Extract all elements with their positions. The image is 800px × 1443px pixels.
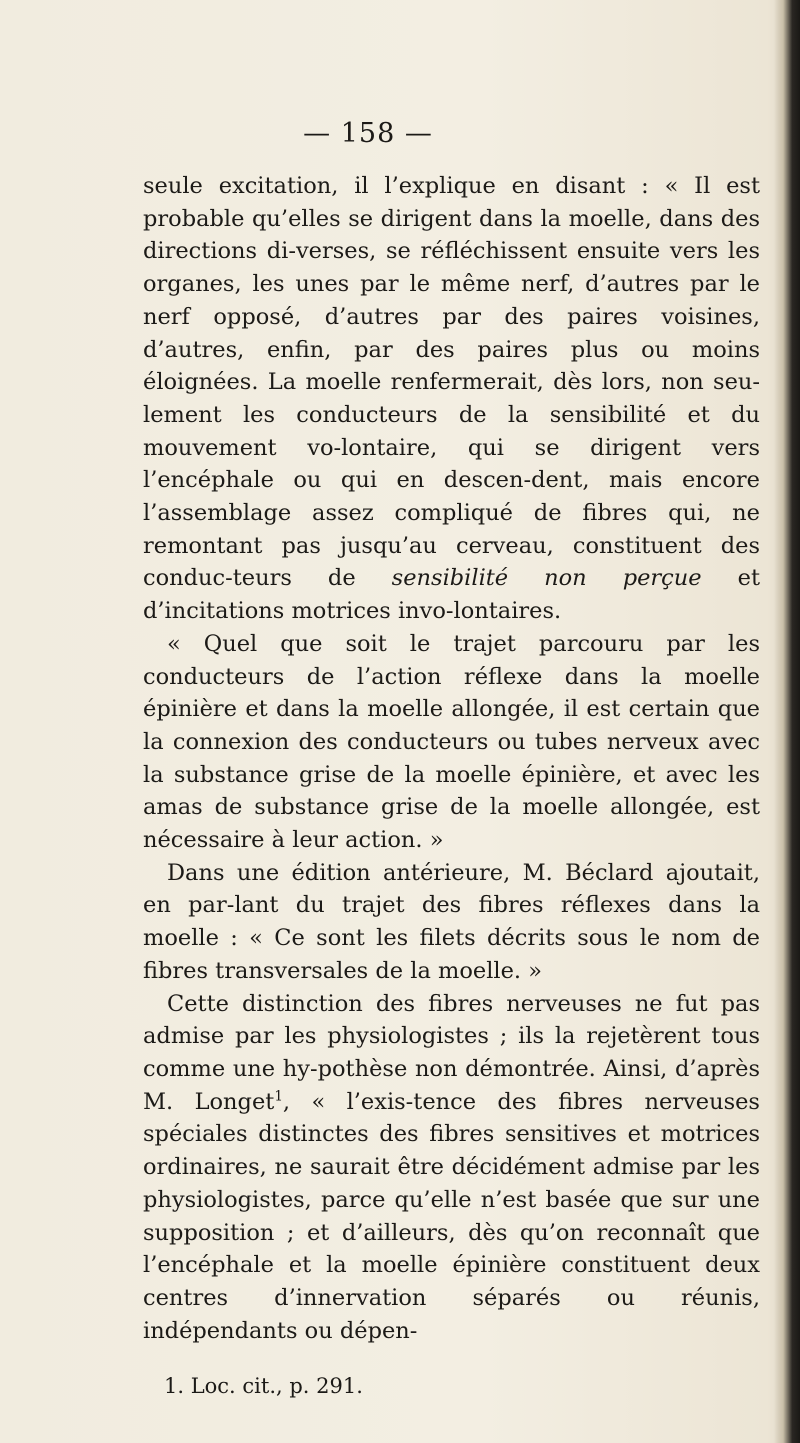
footnote-ref: 1: [274, 1088, 283, 1105]
text-run: seule excitation, il l’explique en disant : « Il est probable qu’elles se dirigent dans la moelle, dans des directions di-verses, se réfléchissent ensuite vers les organes, les unes par le même nerf, d’autres par le nerf opposé, d’autres par des paires voisines, d’autres, enfin, par des paires plus ou moins éloignées. La moelle renfermerait, dès lors, non seu-lement les conducteurs de la sensibilité et du mouvement vo-lontaire, qui se dirigent vers l’encéphale ou qui en descen-dent, mais encore l’assemblage assez compliqué de fibres qui, ne remontant pas jusqu’au cerveau, constituent des conduc-teurs de: [143, 173, 760, 592]
text-run: Dans une édition antérieure, M. Béclard ajoutait, en par-lant du trajet des fibres réflexes dans la moelle : « Ce sont les filets décrits sous le nom de fibres transversales de la moelle. »: [143, 859, 760, 984]
italic-phrase: sensibilité non perçue: [391, 565, 702, 592]
footnote: 1. Loc. cit., p. 291.: [164, 1374, 363, 1398]
paragraph-2: [143, 628, 760, 857]
text-run: « Quel que soit le trajet parcouru par les conducteurs de l’action réflexe dans la moelle épinière et dans la moelle allongée, il est certain que la connexion des conducteurs ou tubes nerveux avec la substance grise de la moelle épinière, et avec les amas de substance grise de la moelle allongée, est nécessaire à leur action. »: [143, 630, 760, 854]
text-run: Cette distinction des fibres nerveuses ne fut pas admise par les physiologistes ; ils la rejetèrent tous comme une hy-pothèse non démontrée. Ainsi, d’après M. Longet: [143, 990, 760, 1115]
page-number: — 158 —: [303, 118, 433, 149]
paragraph-1: [143, 170, 760, 628]
text-run: et d’incitations motrices invo-lontaires.: [143, 565, 760, 625]
body-text: [143, 170, 760, 1347]
paragraph-4: [143, 988, 760, 1348]
paragraph-3: [143, 857, 760, 988]
page-edge-shadow: [774, 0, 800, 1443]
text-run: , « l’exis-tence des fibres nerveuses spéciales distinctes des fibres sensitives et motrices ordinaires, ne saurait être décidément admise par les physiologistes, parce qu’elle n’est basée que sur une supposition ; et d’ailleurs, dès qu’on reconnaît que l’encéphale et la moelle épinière constituent deux centres d’innervation séparés ou réunis, indépendants ou dépen-: [143, 1088, 760, 1344]
